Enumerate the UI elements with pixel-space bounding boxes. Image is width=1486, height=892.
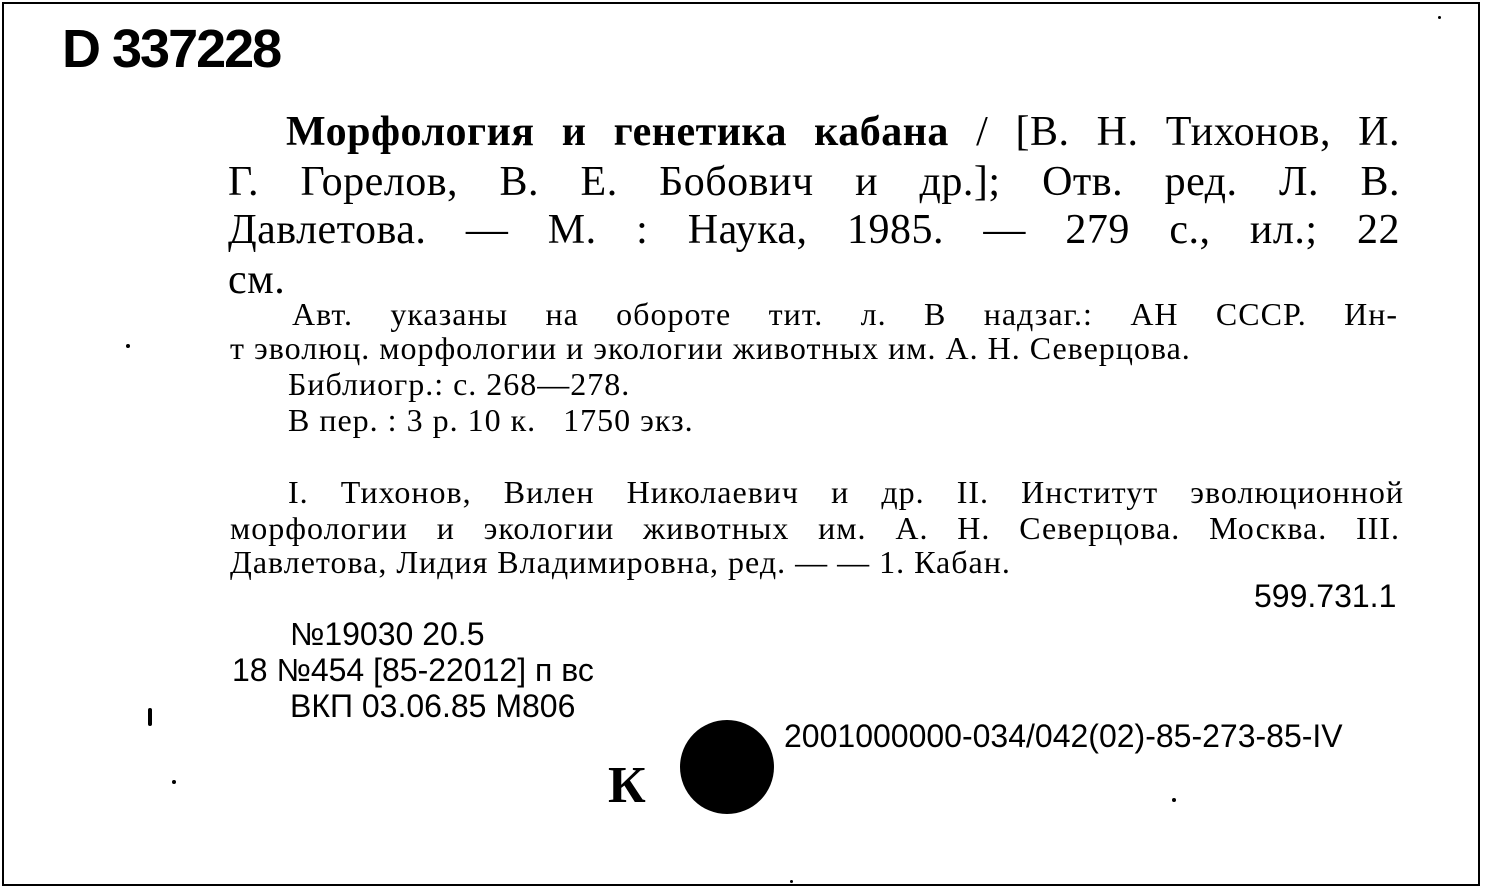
note-authors: Авт. указаны на обороте тит. л. В надзаг.: АН СССР. Ин- <box>292 296 1398 332</box>
scan-speck <box>1438 16 1441 19</box>
note-price: В пер. : 3 р. 10 к. 1750 экз. <box>288 402 694 438</box>
catalog-card <box>2 2 1480 886</box>
punch-hole <box>680 720 774 814</box>
accession-line-1: №19030 20.5 <box>290 616 485 652</box>
scan-speck <box>126 344 130 348</box>
scan-speck <box>172 780 176 784</box>
title-line-1 <box>286 108 1400 156</box>
title-line-2: Г. Горелов, В. Е. Бобович и др.]; Отв. ред. Л. В. <box>228 159 1400 205</box>
scan-speck <box>1172 798 1176 802</box>
title-line-3: Давлетова. — М. : Наука, 1985. — 279 с., ил.; 22 <box>228 207 1400 253</box>
letter-k: К <box>608 757 646 814</box>
tracing-line-2: морфологии и экологии животных им. А. Н. Северцова. Москва. III. <box>230 510 1400 546</box>
scan-speck <box>790 880 793 883</box>
note-bibliography: Библиогр.: с. 268—278. <box>288 366 631 402</box>
classification-code: 2001000000-034/042(02)-85-273-85-IV <box>784 718 1343 754</box>
title-line-1-rest: / [В. Н. Тихонов, И. <box>976 109 1400 155</box>
title-line-4: см. <box>228 257 286 303</box>
call-number: D 337228 <box>62 19 281 79</box>
tracing-line-3: Давлетова, Лидия Владимировна, ред. — — 1. Кабан. <box>230 544 1011 580</box>
accession-line-2: 18 №454 [85-22012] п вс <box>232 652 594 688</box>
book-title: Морфология и генетика кабана <box>286 109 949 155</box>
note-institute: т эволюц. морфологии и экологии животных им. А. Н. Северцова. <box>230 330 1191 366</box>
tracing-line-1: I. Тихонов, Вилен Николаевич и др. II. Институт эволюционной <box>288 474 1404 510</box>
accession-line-3: ВКП 03.06.85 М806 <box>290 688 576 724</box>
udc-code: 599.731.1 <box>1254 578 1397 614</box>
scan-speck <box>148 708 152 726</box>
